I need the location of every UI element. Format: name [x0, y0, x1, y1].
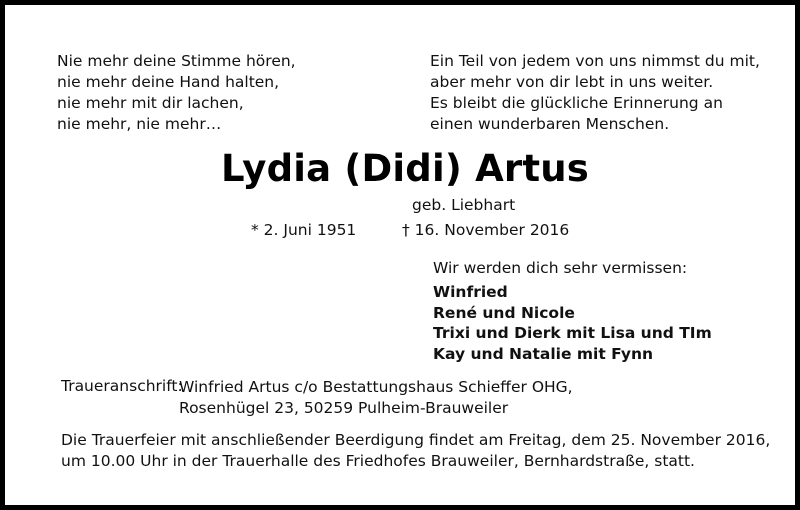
mourners-intro: Wir werden dich sehr vermissen:: [433, 259, 688, 277]
poem-line: nie mehr deine Hand halten,: [57, 73, 280, 91]
funeral-service-info: [61, 430, 770, 472]
mourner-name: Winfried: [433, 283, 508, 301]
poem-right: [430, 51, 760, 135]
poem-line: aber mehr von dir lebt in uns weiter.: [430, 73, 714, 91]
mourner-name: Trixi und Dierk mit Lisa und TIm: [433, 324, 712, 342]
address-label: Traueranschrift:: [61, 377, 183, 395]
poem-line: einen wunderbaren Menschen.: [430, 115, 670, 133]
deceased-name: Lydia (Didi) Artus: [221, 147, 589, 190]
poem-line: Ein Teil von jedem von uns nimmst du mit,: [430, 52, 760, 70]
mourner-name: Kay und Natalie mit Fynn: [433, 344, 654, 363]
service-line: Die Trauerfeier mit anschließender Beerdigung findet am Freitag, dem 25. November 2016,: [61, 431, 771, 449]
address-line: Winfried Artus c/o Bestattungshaus Schieffer OHG,: [179, 378, 573, 396]
mourner-name: René und Nicole: [433, 303, 575, 322]
poem-line: Nie mehr deine Stimme hören,: [57, 52, 296, 70]
maiden-name: geb. Liebhart: [412, 196, 516, 214]
birth-date: * 2. Juni 1951: [251, 221, 357, 239]
address-lines: [179, 377, 573, 419]
death-date: † 16. November 2016: [402, 221, 570, 239]
poem-line: nie mehr mit dir lachen,: [57, 94, 244, 112]
poem-left: [57, 51, 296, 135]
mourners-list: [433, 282, 712, 364]
poem-line: nie mehr, nie mehr…: [57, 115, 222, 133]
poem-line: Es bleibt die glückliche Erinnerung an: [430, 94, 723, 112]
service-line: um 10.00 Uhr in der Trauerhalle des Friedhofes Brauweiler, Bernhardstraße, statt.: [61, 452, 695, 470]
address-line: Rosenhügel 23, 50259 Pulheim-Brauweiler: [179, 399, 509, 417]
